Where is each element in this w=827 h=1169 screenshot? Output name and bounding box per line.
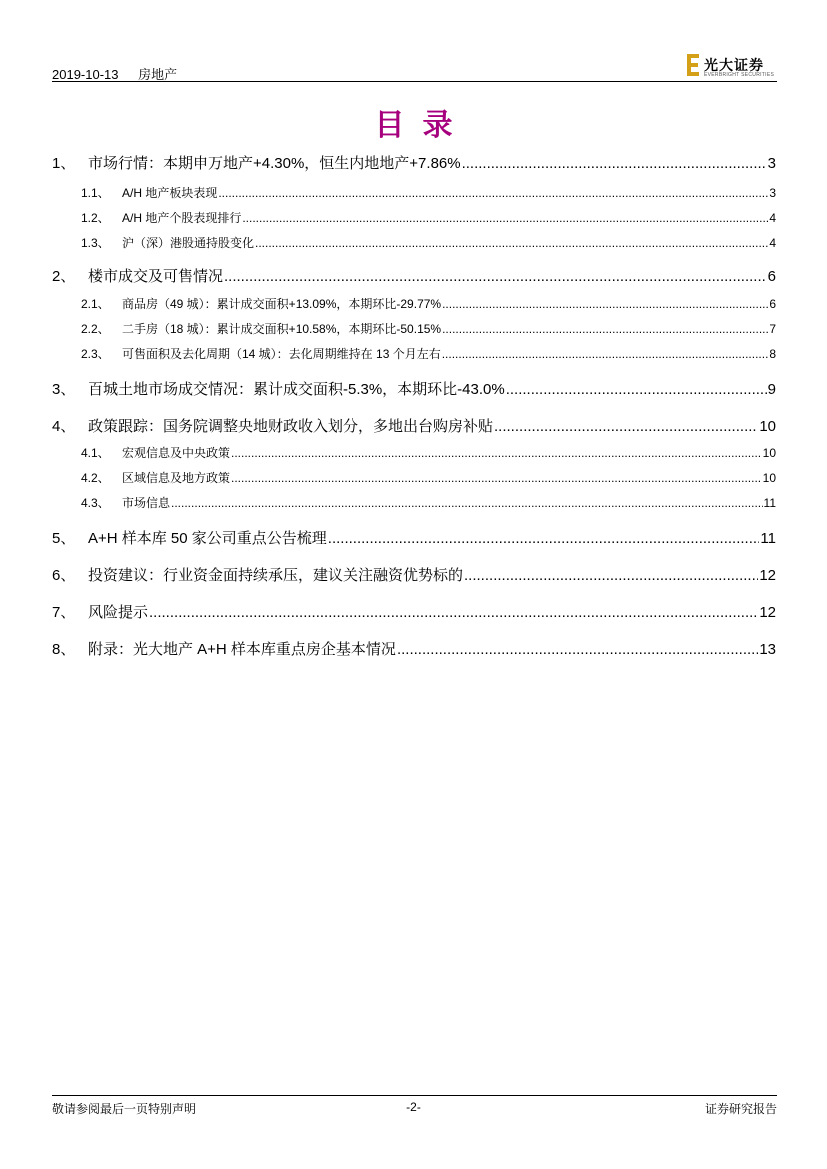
toc-entry[interactable]	[52, 265, 776, 286]
toc-entry[interactable]	[81, 209, 776, 226]
toc-page: 3	[769, 186, 776, 200]
toc-leader	[328, 530, 760, 547]
toc-page: 11	[763, 496, 776, 510]
toc-page: 6	[769, 297, 776, 311]
toc-number: 8、	[52, 641, 76, 658]
toc-page: 8	[769, 347, 776, 361]
footer-disclaimer: 敬请参阅最后一页特别声明	[52, 1102, 197, 1116]
toc-number: 4.3、	[81, 496, 110, 510]
toc-leader	[218, 186, 768, 200]
toc-page: 12	[759, 567, 776, 584]
toc-page: 9	[767, 381, 776, 398]
toc-text: 政策跟踪：国务院调整央地财政收入划分，多地出台购房补贴	[88, 418, 494, 435]
toc-text: A+H 样本库 50 家公司重点公告梳理	[88, 530, 327, 547]
toc-entry[interactable]	[81, 234, 776, 251]
toc-page: 3	[767, 155, 776, 172]
toc-page: 6	[767, 268, 776, 285]
toc-text: A/H 地产个股表现排行	[122, 211, 242, 225]
toc-page: 12	[759, 604, 776, 621]
toc-entry[interactable]	[52, 564, 776, 585]
toc-leader	[462, 155, 767, 172]
footer-doc-type: 证券研究报告	[704, 1102, 777, 1116]
toc-text: 百城土地市场成交情况：累计成交面积-5.3%，本期环比-43.0%	[88, 381, 505, 398]
toc-entry[interactable]	[52, 527, 776, 548]
toc-page: 13	[759, 641, 776, 658]
toc-entry[interactable]	[81, 295, 776, 312]
toc-number: 1.3、	[81, 236, 110, 250]
toc-entry[interactable]	[52, 415, 776, 436]
toc-text: 楼市成交及可售情况	[88, 268, 224, 285]
toc-text: 可售面积及去化周期（14 城）：去化周期维持在 13 个月左右	[122, 347, 441, 361]
toc-number: 5、	[52, 530, 76, 547]
toc-page: 11	[760, 530, 776, 547]
toc-text: 附录：光大地产 A+H 样本库重点房企基本情况	[88, 641, 396, 658]
toc-leader	[464, 567, 758, 584]
toc-entry[interactable]	[81, 444, 776, 461]
toc-leader	[397, 641, 758, 658]
toc-number: 6、	[52, 567, 76, 584]
toc-text: A/H 地产板块表现	[122, 186, 218, 200]
toc-text: 风险提示	[88, 604, 149, 621]
toc-entry[interactable]	[52, 378, 776, 399]
logo-text-cn: 光大证券	[704, 58, 764, 74]
toc-leader	[242, 211, 768, 225]
toc-page: 7	[769, 322, 776, 336]
toc-entry[interactable]	[81, 469, 776, 486]
toc-number: 2.3、	[81, 347, 110, 361]
toc-number: 1.1、	[81, 186, 110, 200]
toc-text: 沪（深）港股通持股变化	[122, 236, 255, 250]
toc-entry[interactable]	[81, 494, 776, 511]
toc-text: 区域信息及地方政策	[122, 471, 231, 485]
toc-text: 二手房（18 城）：累计成交面积+10.58%，本期环比-50.15%	[122, 322, 442, 336]
toc-number: 1.2、	[81, 211, 110, 225]
toc-text: 投资建议：行业资金面持续承压，建议关注融资优势标的	[88, 567, 464, 584]
toc-number: 4、	[52, 418, 76, 435]
toc-leader	[171, 496, 763, 510]
toc-leader	[224, 268, 767, 285]
toc-entry[interactable]	[81, 345, 776, 362]
toc-number: 2、	[52, 268, 76, 285]
toc-text: 商品房（49 城）：累计成交面积+13.09%，本期环比-29.77%	[122, 297, 442, 311]
toc-leader	[231, 471, 762, 485]
toc-number: 3、	[52, 381, 76, 398]
toc-number: 1、	[52, 155, 76, 172]
toc-number: 4.1、	[81, 446, 110, 460]
toc-entry[interactable]	[52, 152, 776, 173]
toc-number: 2.1、	[81, 297, 110, 311]
toc-number: 4.2、	[81, 471, 110, 485]
report-sector: 房地产	[138, 67, 178, 82]
toc-text: 市场行情：本期申万地产+4.30%，恒生内地地产+7.86%	[88, 155, 461, 172]
toc-leader	[442, 322, 768, 336]
footer-page-number: -2-	[406, 1100, 421, 1114]
toc-page: 10	[762, 471, 776, 485]
toc-page: 4	[769, 236, 776, 250]
footer-rule	[52, 1095, 777, 1096]
toc-number: 2.2、	[81, 322, 110, 336]
toc-entry[interactable]	[52, 638, 776, 659]
toc-leader	[494, 418, 758, 435]
toc-page: 10	[759, 418, 776, 435]
toc-title: 目录	[374, 108, 471, 143]
toc-leader	[231, 446, 762, 460]
toc-text: 市场信息	[122, 496, 171, 510]
toc-leader	[442, 347, 769, 361]
toc-entry[interactable]	[81, 320, 776, 337]
logo-text-en: EVERBRIGHT SECURITIES	[704, 72, 775, 78]
toc-leader	[506, 381, 767, 398]
toc-entry[interactable]	[81, 184, 776, 201]
toc-page: 4	[769, 211, 776, 225]
logo-mark-icon	[687, 54, 700, 76]
toc-number: 7、	[52, 604, 76, 621]
toc-leader	[149, 604, 758, 621]
toc-leader	[442, 297, 768, 311]
toc-entry[interactable]	[52, 601, 776, 622]
header-rule	[52, 81, 777, 82]
report-date: 2019-10-13	[52, 67, 119, 82]
toc-page: 10	[762, 446, 776, 460]
everbright-logo	[687, 54, 777, 78]
toc-leader	[255, 236, 768, 250]
toc-text: 宏观信息及中央政策	[122, 446, 231, 460]
